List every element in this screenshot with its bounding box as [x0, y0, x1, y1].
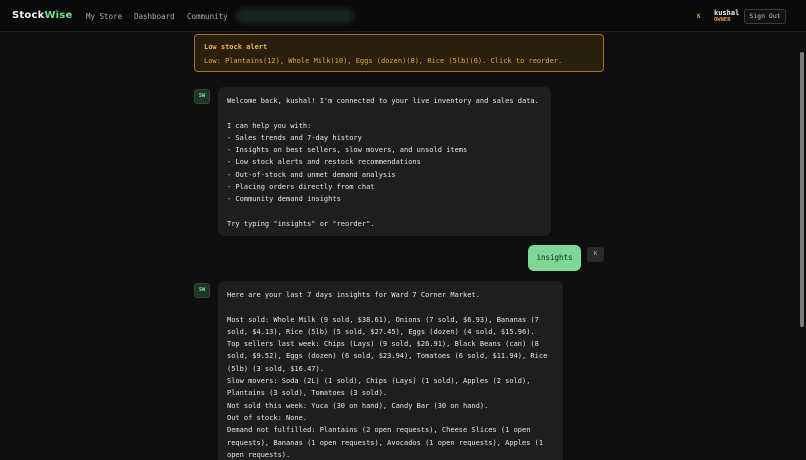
bot-message-insights [218, 281, 563, 460]
brand-name-accent: Wise [44, 10, 73, 21]
message-line: Plantains (3 sold), Tomatoes (3 sold). [227, 389, 388, 398]
message-line: Here are your last 7 days insights for Ward 7 Corner Market. [227, 291, 480, 299]
message-line: Slow movers: Soda (2L) (1 sold), Chips (Lays) (1 sold), Apples (2 sold), [227, 377, 531, 386]
alert-body: Low: Plantains(12), Whole Milk(10), Eggs (dozen)(8), Rice (5lb)(6). Click to reorder. [204, 57, 563, 65]
message-line: Top sellers last week: Chips (Lays) (9 sold, $26.91), Black Beans (can) (8 [227, 340, 539, 349]
message-line: (5lb) (3 sold, $16.47). [227, 364, 324, 373]
message-line: open requests). [227, 450, 291, 459]
nav-community[interactable]: Community [187, 12, 228, 21]
bot-avatar-icon: SW [194, 283, 210, 298]
message-line: - Community demand insights [227, 195, 341, 204]
message-line: Out of stock: None. [227, 413, 308, 422]
sign-out-button[interactable]: Sign Out [744, 9, 786, 24]
low-stock-alert[interactable] [194, 34, 604, 72]
message-line: Not sold this week: Yuca (30 on hand), Candy Bar (30 on hand). [227, 401, 489, 410]
message-line [227, 206, 542, 218]
nav-dashboard[interactable]: Dashboard [134, 12, 175, 21]
message-line [227, 301, 554, 313]
scrollbar-thumb[interactable] [800, 52, 804, 327]
message-line: Demand not fulfilled: Plantains (2 open requests), Cheese Slices (1 open [227, 426, 531, 435]
message-line: requests), Bananas (1 open requests), Avocados (1 open requests), Apples (1 [227, 438, 544, 447]
message-line: - Sales trends and 7-day history [227, 133, 362, 142]
top-navigation-bar [0, 0, 806, 32]
message-line: sold, $4.13), Rice (5lb) (5 sold, $27.45), Eggs (dozen) (4 sold, $15.96). [227, 327, 535, 336]
user-avatar-icon: K [697, 13, 701, 20]
bot-message-welcome [218, 87, 551, 236]
brand-logo[interactable] [12, 10, 72, 21]
user-message-insights: insights [528, 245, 581, 271]
message-line: Try typing "insights" or "reorder". [227, 219, 375, 228]
message-line: - Out-of-stock and unmet demand analysis [227, 170, 396, 179]
nav-my-store[interactable]: My Store [86, 12, 123, 21]
message-line: - Low stock alerts and restock recommendations [227, 158, 421, 167]
bot-avatar-icon: SW [194, 89, 210, 104]
user-name: kushal [714, 9, 740, 17]
user-message-avatar-icon: K [587, 247, 604, 262]
message-line: - Insights on best sellers, slow movers, and unsold items [227, 146, 468, 155]
message-line: I can help you with: [227, 121, 312, 130]
message-line: Welcome back, kushal! I'm connected to your live inventory and sales data. [227, 97, 539, 105]
message-line: Most sold: Whole Milk (9 sold, $38.61), Onions (7 sold, $6.93), Bananas (7 [227, 315, 539, 324]
message-line: sold, $9.52), Eggs (dozen) (6 sold, $23.94), Tomatoes (6 sold, $11.94), Rice [227, 352, 548, 361]
blurred-nav-region [236, 8, 354, 24]
user-role-badge: OWNER [714, 17, 731, 23]
message-line: - Placing orders directly from chat [227, 183, 375, 192]
brand-name-main: Stock [12, 10, 45, 21]
alert-title: Low stock alert [204, 43, 268, 51]
message-line [227, 107, 542, 119]
